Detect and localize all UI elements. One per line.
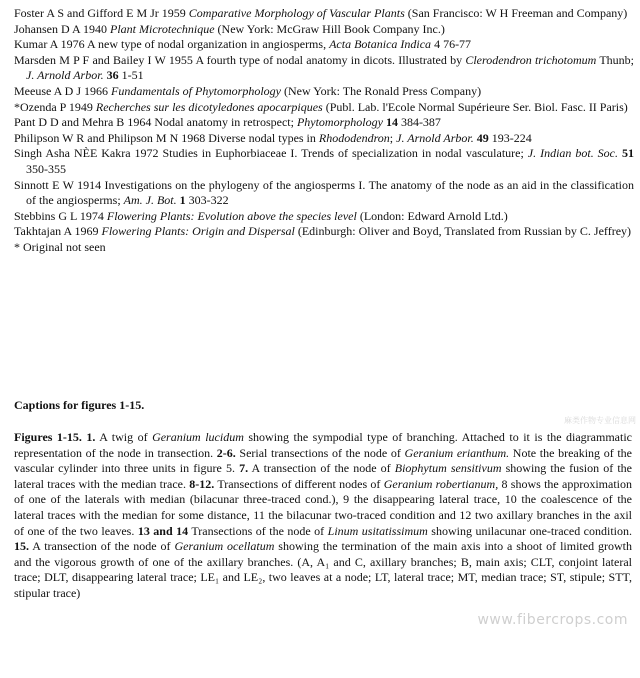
reference-title: Fundamentals of Phytomorphology — [111, 83, 281, 98]
reference-text: Singh Asha NÈE Kakra 1972 Studies in Euphorbiaceae I. Trends of specialization in nodal vasculature; — [14, 146, 528, 161]
reference-text: Takhtajan A 1969 — [14, 224, 102, 239]
watermark-url: www.fibercrops.com — [477, 612, 628, 628]
caption-text: showing the sympodial type of branching. Attached to it is the diagrammatic representation of the node in transection. — [14, 430, 632, 460]
reference-journal: J. Arnold Arbor. — [26, 68, 104, 83]
reference-text: (London: Edward Arnold Ltd.) — [356, 208, 508, 223]
reference-title: J. Indian bot. Soc. — [527, 146, 619, 161]
reference-journal: J. Arnold Arbor. — [396, 130, 474, 145]
reference-entry — [14, 37, 634, 53]
figure-caption — [14, 430, 632, 602]
captions-heading: Captions for figures 1-15. — [14, 398, 145, 412]
reference-entry — [14, 178, 634, 209]
reference-text: 4 76-77 — [431, 37, 472, 52]
caption-label: Figures 1-15. 1. — [14, 430, 96, 444]
reference-title: Flowering Plants: Origin and Dispersal — [101, 224, 295, 239]
caption-label: 13 and 14 — [137, 523, 189, 538]
reference-pages: 350-355 — [26, 161, 66, 176]
caption-text: showing the fusion of the lateral traces with the median trace. — [14, 461, 633, 491]
reference-title: Plant Microtechnique — [110, 21, 215, 36]
reference-text: (New York: The Ronald Press Company) — [280, 83, 482, 98]
reference-entry — [14, 115, 634, 131]
species-name: Linum usitatissimum — [327, 523, 428, 538]
reference-entry — [14, 131, 634, 147]
reference-text: Foster A S and Gifford E M Jr 1959 — [14, 6, 189, 20]
species-name: Biophytum sensitivum — [394, 461, 502, 476]
caption-label: 8-12. — [189, 476, 215, 491]
reference-title: Acta Botanica Indica — [329, 37, 432, 52]
caption-text: Transections of different nodes of — [214, 476, 384, 491]
reference-text: (New York: McGraw Hill Book Company Inc.) — [214, 21, 445, 36]
reference-entry — [14, 240, 634, 256]
reference-volume: 36 — [103, 68, 119, 83]
reference-list — [14, 6, 634, 256]
reference-text: (Publ. Lab. l'Ecole Normal Supérieure Ser. Biol. Fasc. II Paris) — [322, 99, 628, 114]
caption-label: 7. — [239, 461, 249, 476]
reference-entry — [14, 53, 634, 84]
species-name: Geranium lucidum — [152, 430, 244, 444]
reference-volume: 1 — [176, 193, 186, 208]
reference-pages: 193-224 — [488, 130, 532, 145]
caption-label: 2-6. — [216, 445, 236, 460]
reference-volume: 49 — [473, 130, 489, 145]
caption-text: showing unilacunar one-traced condition. — [427, 523, 633, 538]
caption-text: A transection of the node of — [248, 461, 395, 476]
reference-text: Thunb; — [596, 52, 634, 67]
caption-text: showing the termination of the main axis into a shoot of limited growth and the vigorous growth of one of the axillary branches. (A, A₁ and C, axillary branches; B, main axis; CLT, conjoint lateral trace; DLT, disappearing lateral trace; LE₁ and LE₂, two leaves at a node; LT, lateral trace; MT, median trace; ST, stipule; STT, stipular trace) — [14, 539, 633, 600]
reference-entry — [14, 6, 634, 22]
reference-text: Meeuse A D J 1966 — [14, 83, 111, 98]
species-name: Geranium robertianum, — [383, 476, 499, 491]
reference-text: Sinnott E W 1914 Investigations on the phylogeny of the angiosperms I. The anatomy of the node as an aid in the classification of the angiosperms; — [14, 177, 634, 208]
reference-title: Flowering Plants: Evolution above the species level — [106, 208, 357, 223]
reference-title: Am. J. Bot. — [123, 193, 177, 208]
caption-text: A transection of the node of — [29, 539, 175, 554]
reference-entry — [14, 100, 634, 116]
watermark-cn: 麻类作物专业信息网 — [564, 416, 636, 425]
reference-text: Stebbins G L 1974 — [14, 208, 107, 223]
reference-pages: 384-387 — [397, 115, 441, 130]
caption-text: 8 shows the approximation of one of the laterals with median (bilacunar three-traced cond.), 9 the disappearing lateral trace, 10 the coalescence of the lateral traces with the median for some distance, 11 the bilacunar two-traced condition and 12 two axillary branches in the axil of one of the two leaves. — [14, 476, 632, 538]
reference-text: (San Francisco: W H Freeman and Company) — [404, 6, 628, 20]
reference-text: ; — [389, 130, 397, 145]
caption-text: Transections of the node of — [188, 523, 328, 538]
reference-text: Philipson W R and Philipson M N 1968 Diverse nodal types in — [14, 130, 319, 145]
reference-volume: 14 — [382, 115, 398, 130]
reference-text: Kumar A 1976 A new type of nodal organization in angiosperms, — [14, 37, 330, 52]
reference-title: Clerodendron trichotomum — [465, 52, 597, 67]
reference-title: Recherches sur les dicotyledones apocarpiques — [95, 99, 323, 114]
reference-text: (Edinburgh: Oliver and Boyd, Translated from Russian by C. Jeffrey) — [294, 224, 632, 239]
caption-label: 15. — [14, 539, 29, 554]
reference-text: * Original not seen — [14, 239, 106, 254]
reference-title: Comparative Morphology of Vascular Plants — [188, 6, 405, 20]
species-name: Geranium erianthum. — [404, 445, 510, 460]
reference-text: Marsden M P F and Bailey I W 1955 A fourth type of nodal anatomy in dicots. Illustrated by — [14, 52, 466, 67]
caption-text: A twig of — [95, 430, 153, 444]
caption-text: Note the breaking of the vascular cylinder into three units in figure 5. — [14, 445, 632, 476]
species-name: Geranium ocellatum — [174, 539, 275, 554]
reference-entry — [14, 84, 634, 100]
reference-pages: 1-51 — [118, 68, 144, 83]
reference-title: Rhododendron — [318, 130, 390, 145]
reference-text: Pant D D and Mehra B 1964 Nodal anatomy in retrospect; — [14, 115, 297, 130]
reference-volume: 51 — [618, 146, 634, 161]
reference-entry — [14, 224, 634, 240]
reference-text: Johansen D A 1940 — [14, 21, 110, 36]
reference-entry — [14, 22, 634, 38]
caption-text: Serial transections of the node of — [235, 445, 405, 460]
reference-text: *Ozenda P 1949 — [14, 99, 96, 114]
reference-entry — [14, 209, 634, 225]
reference-title: Phytomorphology — [296, 115, 383, 130]
reference-pages: 303-322 — [185, 193, 229, 208]
reference-entry — [14, 146, 634, 177]
